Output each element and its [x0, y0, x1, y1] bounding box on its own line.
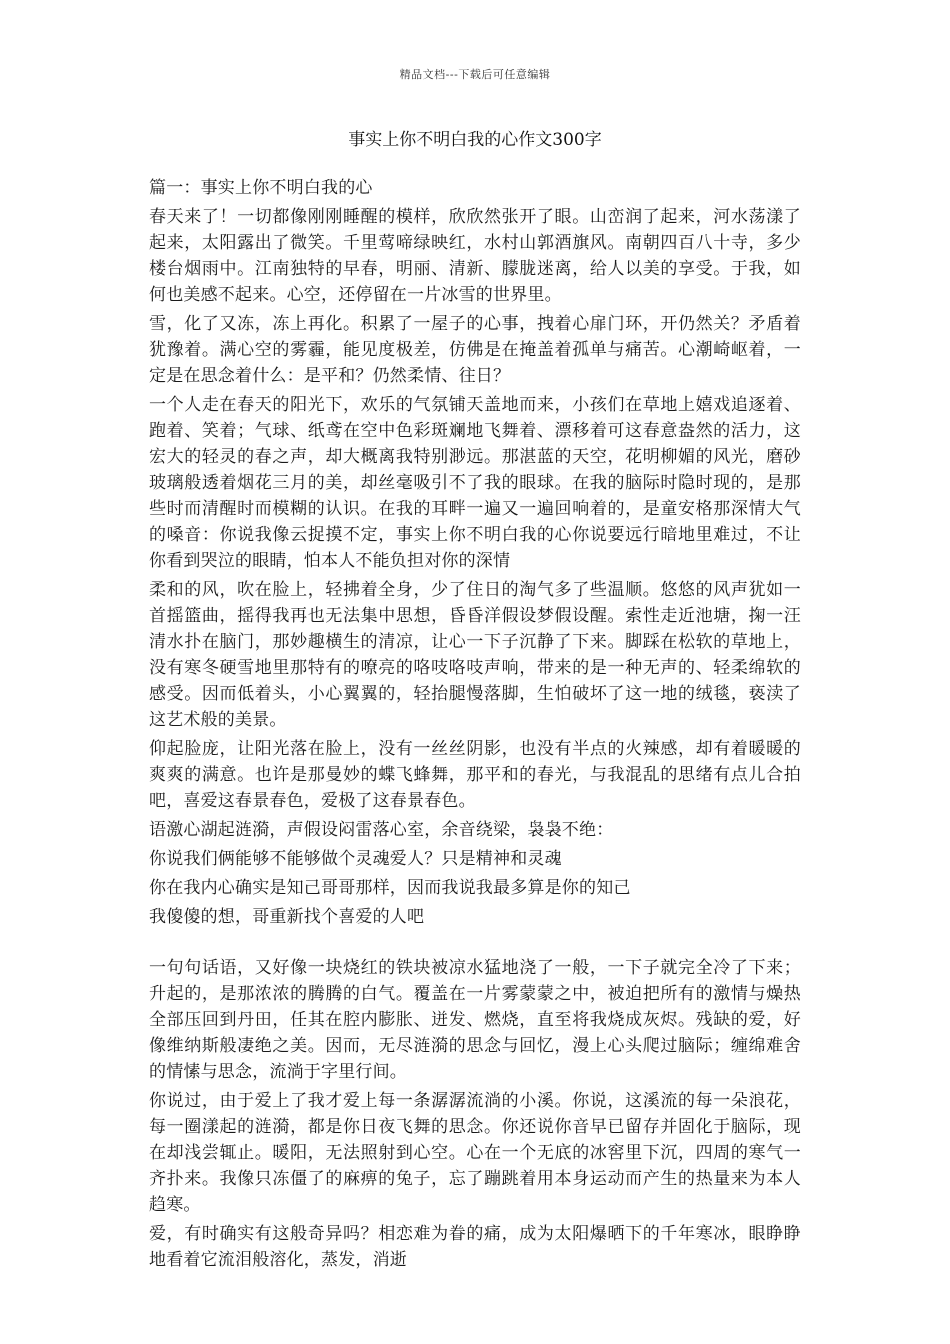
paragraph: 雪，化了又冻，冻上再化。积累了一屋子的心事，拽着心扉门环，开仍然关？矛盾着犹豫着。满心空的雾霾，能见度极差，仿佛是在掩盖着孤单与痛苦。心潮崎岖着，一定是在思念着什么：是平和？仍然柔情、往日？	[149, 314, 801, 386]
paragraph: 仰起脸庞，让阳光落在脸上，没有一丝丝阴影，也没有半点的火辣感，却有着暖暖的爽爽的满意。也许是那曼妙的蝶飞蜂舞，那平和的春光，与我混乱的思绪有点儿合拍吧，喜爱这春景春色，爱极了这春景春色。	[149, 739, 801, 811]
section-heading: 篇一：事实上你不明白我的心	[149, 178, 373, 198]
blank-line	[149, 933, 801, 955]
paragraph: 一句句话语，又好像一块烧红的铁块被凉水猛地浇了一般，一下子就完全冷了下来；升起的，是那浓浓的腾腾的白气。覆盖在一片雾蒙蒙之中，被迫把所有的激情与燥热全部压回到丹田，任其在腔内膨胀、迸发、燃烧，直至将我烧成灰烬。残缺的爱，好像维纳斯般凄绝之美。因而，无尽涟漪的思念与回忆，漫上心头爬过脑际；缠绵难舍的情愫与思念，流淌于字里行间。	[149, 958, 801, 1082]
quote-line: 你说我们俩能够不能够做个灵魂爱人？只是精神和灵魂	[149, 849, 562, 869]
paragraph: 语激心湖起涟漪，声假设闷雷落心室，余音绕梁，袅袅不绝：	[149, 820, 614, 840]
header-note: 精品文档---下载后可任意编辑	[399, 68, 551, 81]
document-body	[149, 175, 801, 1276]
paragraph: 爱，有时确实有这般奇异吗？相恋难为眷的痛，成为太阳爆晒下的千年寒冰，眼睁睁地看着它流泪般溶化，蒸发，消逝	[149, 1224, 801, 1270]
paragraph: 春天来了！一切都像刚刚睡醒的模样，欣欣然张开了眼。山峦润了起来，河水荡漾了起来，太阳露出了微笑。千里莺啼绿映红，水村山郭酒旗风。南朝四百八十寺，多少楼台烟雨中。江南独特的早春，明丽、清新、朦胧迷离，给人以美的享受。于我，如何也美感不起来。心空，还停留在一片冰雪的世界里。	[149, 207, 801, 305]
paragraph: 一个人走在春天的阳光下，欢乐的气氛铺天盖地而来，小孩们在草地上嬉戏追逐着、跑着、笑着；气球、纸鸢在空中色彩斑斓地飞舞着、漂移着可这春意盎然的活力，这宏大的轻灵的春之声，却大概离我特别渺远。那湛蓝的天空，花明柳媚的风光，磨砂玻璃般透着烟花三月的美，却丝毫吸引不了我的眼球。在我的脑际时隐时现的，是那些时而清醒时而模糊的认识。在我的耳畔一遍又一遍回响着的，是童安格那深情大气的嗓音：你说我像云捉摸不定，事实上你不明白我的心你说要远行暗地里难过，不让你看到哭泣的眼睛，怕本人不能负担对你的深情	[149, 395, 801, 571]
document-title: 事实上你不明白我的心作文300字	[348, 130, 602, 150]
quote-line: 我傻傻的想，哥重新找个喜爱的人吧	[149, 907, 425, 927]
paragraph: 柔和的风，吹在脸上，轻拂着全身，少了住日的淘气多了些温顺。悠悠的风声犹如一首摇篮曲，摇得我再也无法集中思想，昏昏洋假设梦假设醒。索性走近池塘，掬一汪清水扑在脑门，那妙趣横生的清凉，让心一下子沉静了下来。脚踩在松软的草地上，没有寒冬硬雪地里那特有的嘹亮的咯吱咯吱声响，带来的是一种无声的、轻柔绵软的感受。因而低着头，小心翼翼的，轻抬腿慢落脚，生怕破坏了这一地的绒毯，亵渎了这艺术般的美景。	[149, 580, 801, 730]
paragraph: 你说过，由于爱上了我才爱上每一条潺潺流淌的小溪。你说，这溪流的每一朵浪花，每一圈漾起的涟漪，都是你日夜飞舞的思念。你还说你音早已留存并固化于脑际，现在却浅尝辄止。暖阳，无法照射到心空。心在一个无底的冰窖里下沉，四周的寒气一齐扑来。我像只冻僵了的麻痹的兔子，忘了蹦跳着用本身运动而产生的热量来为本人趋寒。	[149, 1091, 801, 1215]
quote-line: 你在我内心确实是知己哥哥那样，因而我说我最多算是你的知己	[149, 878, 631, 898]
